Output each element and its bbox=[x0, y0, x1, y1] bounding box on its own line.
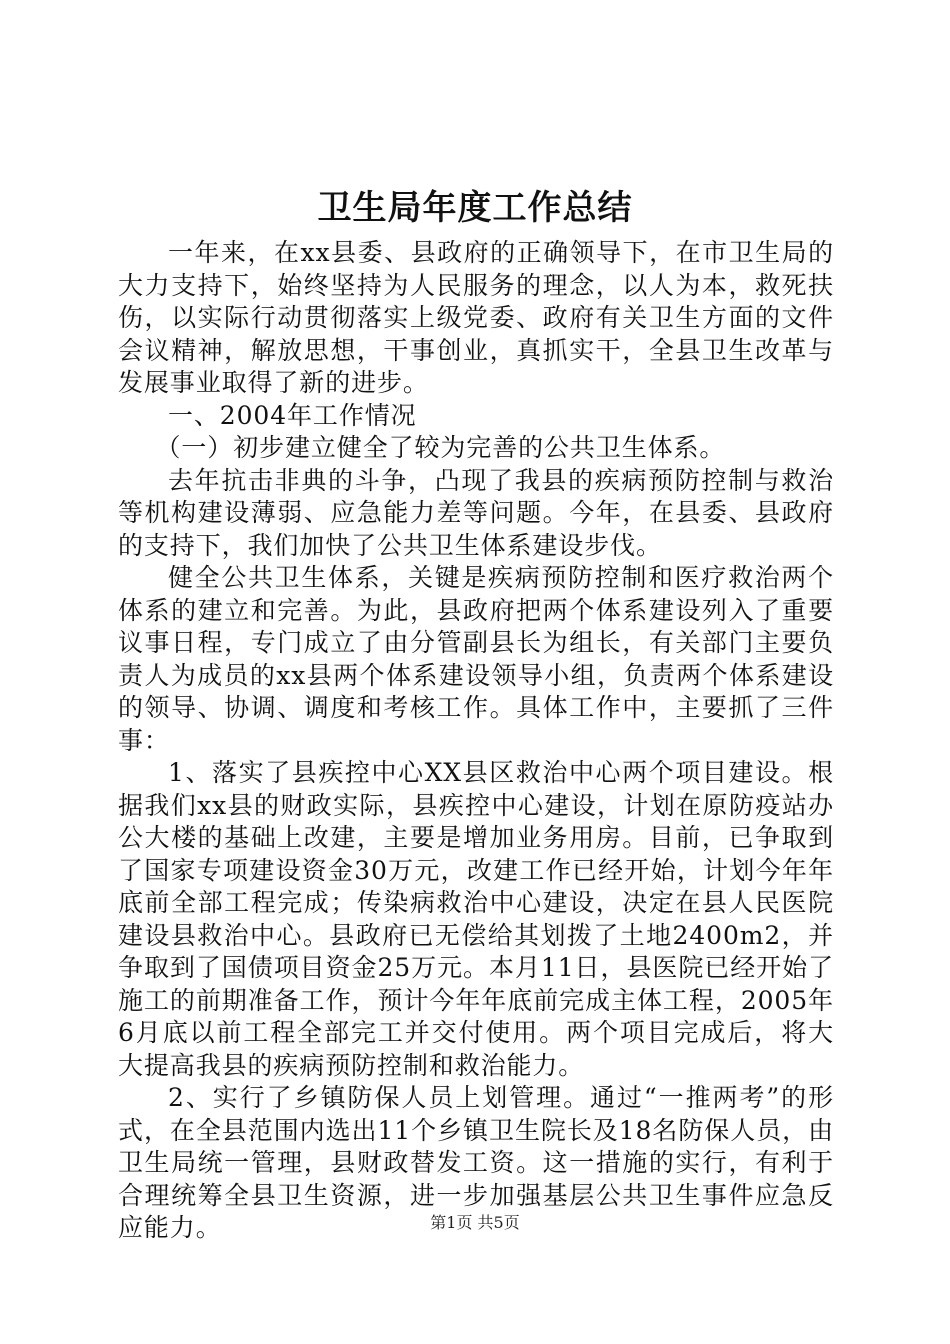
body-paragraph: 去年抗击非典的斗争，凸现了我县的疾病预防控制与救治等机构建设薄弱、应急能力差等问题。今年，在县委、县政府的支持下，我们加快了公共卫生体系建设步伐。 bbox=[118, 465, 834, 560]
document-body bbox=[118, 237, 834, 1245]
page-number-footer: 第1页 共5页 bbox=[430, 1213, 520, 1232]
subsection-heading: （一）初步建立健全了较为完善的公共卫生体系。 bbox=[155, 433, 726, 462]
section-heading: 一、2004年工作情况 bbox=[168, 400, 417, 430]
numbered-paragraph: 1、落实了县疾控中心XX县区救治中心两个项目建设。根据我们xx县的财政实际，县疾控中心建设，计划在原防疫站办公大楼的基础上改建，主要是增加业务用房。目前，已争取到了国家专项建设资金30万元，改建工作已经开始，计划今年年底前全部工程完成；传染病救治中心建设，决定在县人民医院建设县救治中心。县政府已无偿给其划拨了土地2400m2，并争取到了国债项目资金25万元。本月11日，县医院已经开始了施工的前期准备工作，预计今年年底前完成主体工程，2005年6月底以前工程全部完工并交付使用。两个项目完成后，将大大提高我县的疾病预防控制和救治能力。 bbox=[118, 758, 834, 1080]
document-title: 卫生局年度工作总结 bbox=[317, 188, 633, 228]
body-paragraph: 健全公共卫生体系，关键是疾病预防控制和医疗救治两个体系的建立和完善。为此，县政府把两个体系建设列入了重要议事日程，专门成立了由分管副县长为组长，有关部门主要负责人为成员的xx县两个体系建设领导小组，负责两个体系建设的领导、协调、调度和考核工作。具体工作中，主要抓了三件事： bbox=[118, 563, 834, 755]
numbered-paragraph: 2、实行了乡镇防保人员上划管理。通过“一推两考”的形式，在全县范围内选出11个乡镇卫生院长及18名防保人员，由卫生局统一管理，县财政替发工资。这一措施的实行，有利于合理统筹全县卫生资源，进一步加强基层公共卫生事件应急反应能力。 bbox=[118, 1083, 834, 1242]
intro-paragraph: 一年来，在xx县委、县政府的正确领导下，在市卫生局的大力支持下，始终坚持为人民服务的理念，以人为本，救死扶伤，以实际行动贯彻落实上级党委、政府有关卫生方面的文件会议精神，解放思想，干事创业，真抓实干，全县卫生改革与发展事业取得了新的进步。 bbox=[118, 238, 834, 397]
